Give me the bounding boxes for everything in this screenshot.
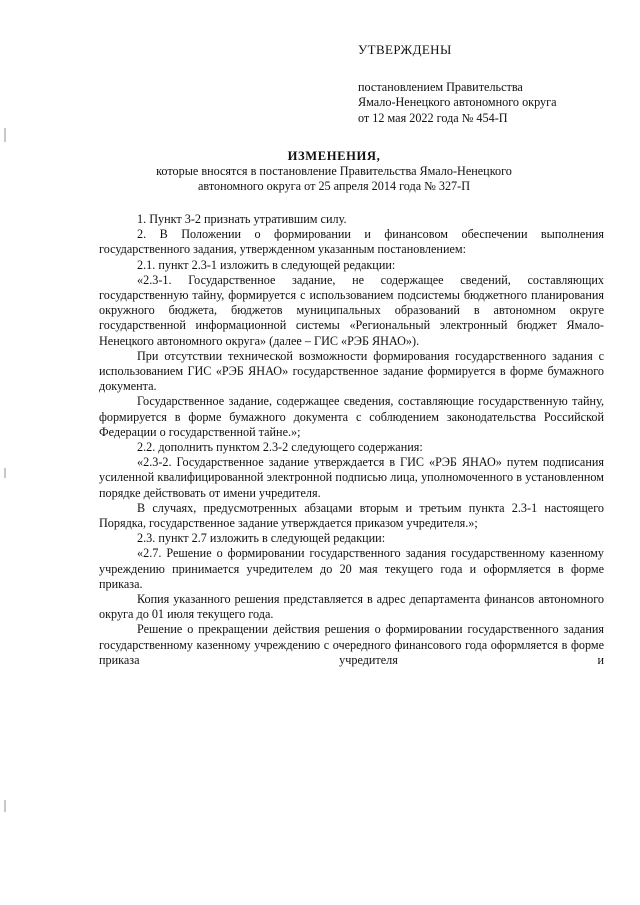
paragraph: 2.2. дополнить пунктом 2.3-2 следующего содержания: [137, 440, 423, 455]
document-title: ИЗМЕНЕНИЯ, [287, 149, 381, 163]
paragraph: 1. Пункт 3-2 признать утратившим силу. [137, 212, 347, 226]
approval-line: постановлением Правительства [358, 80, 523, 95]
paragraph: В случаях, предусмотренных абзацами вторым и третьим пункта 2.3-1 настоящего Порядка, государственное задание утверждается приказом учредителя.»; [99, 500, 604, 531]
document-body [99, 212, 604, 668]
approval-line: от 12 мая 2022 года № 454-П [358, 110, 508, 125]
document-subtitle-line: которые вносятся в постановление Правительства Ямало-Ненецкого [156, 164, 512, 179]
document-heading [100, 149, 568, 194]
approval-title: УТВЕРЖДЕНЫ [358, 42, 452, 57]
paragraph: Решение о прекращении действия решения о формировании государственного задания государственному казенному учреждению с очередного финансового года оформляется в форме приказа учредителя и [99, 622, 604, 667]
paragraph: Копия указанного решения представляется в адрес департамента финансов автономного округа до 01 июля текущего года. [99, 592, 604, 622]
paragraph: «2.3-1. Государственное задание, не содержащее сведений, составляющих государственную тайну, формируется с использованием подсистемы бюджетного планирования окружного бюджета, бюджетов муниципальных образований в автономном округе государственной информационной системы «Региональный электронный бюджет Ямало-Ненецкого автономного округа» (далее – ГИС «РЭБ ЯНАО»). [99, 272, 604, 348]
approval-block [358, 42, 628, 126]
scan-edge-mark [4, 128, 6, 142]
paragraph: 2.3. пункт 2.7 изложить в следующей редакции: [137, 531, 386, 546]
scan-edge-mark [4, 800, 6, 812]
paragraph: «2.7. Решение о формировании государственного задания государственному казенному учреждению принимается учредителем до 20 мая текущего года и оформляется в форме приказа. [99, 546, 604, 591]
paragraph: 2. В Положении о формировании и финансовом обеспечении выполнения государственного задания, утвержденном указанным постановлением: [99, 227, 604, 257]
document-subtitle-line: автономного округа от 25 апреля 2014 года № 327-П [197, 179, 471, 194]
paragraph: 2.1. пункт 2.3-1 изложить в следующей редакции: [137, 257, 396, 272]
scan-edge-mark [4, 468, 6, 478]
paragraph: «2.3-2. Государственное задание утверждается в ГИС «РЭБ ЯНАО» путем подписания усиленной квалифицированной электронной подписью лица, уполномоченного в установленном порядке действовать от имени учредителя. [99, 455, 604, 500]
approval-line: Ямало-Ненецкого автономного округа [358, 95, 557, 110]
paragraph: При отсутствии технической возможности формирования государственного задания с использованием ГИС «РЭБ ЯНАО» государственное задание формируется в форме бумажного документа. [99, 348, 604, 394]
paragraph: Государственное задание, содержащее сведения, составляющие государственную тайну, формируется в форме бумажного документа с соблюдением законодательства Российской Федерации о государственной тайне.»; [99, 394, 604, 439]
